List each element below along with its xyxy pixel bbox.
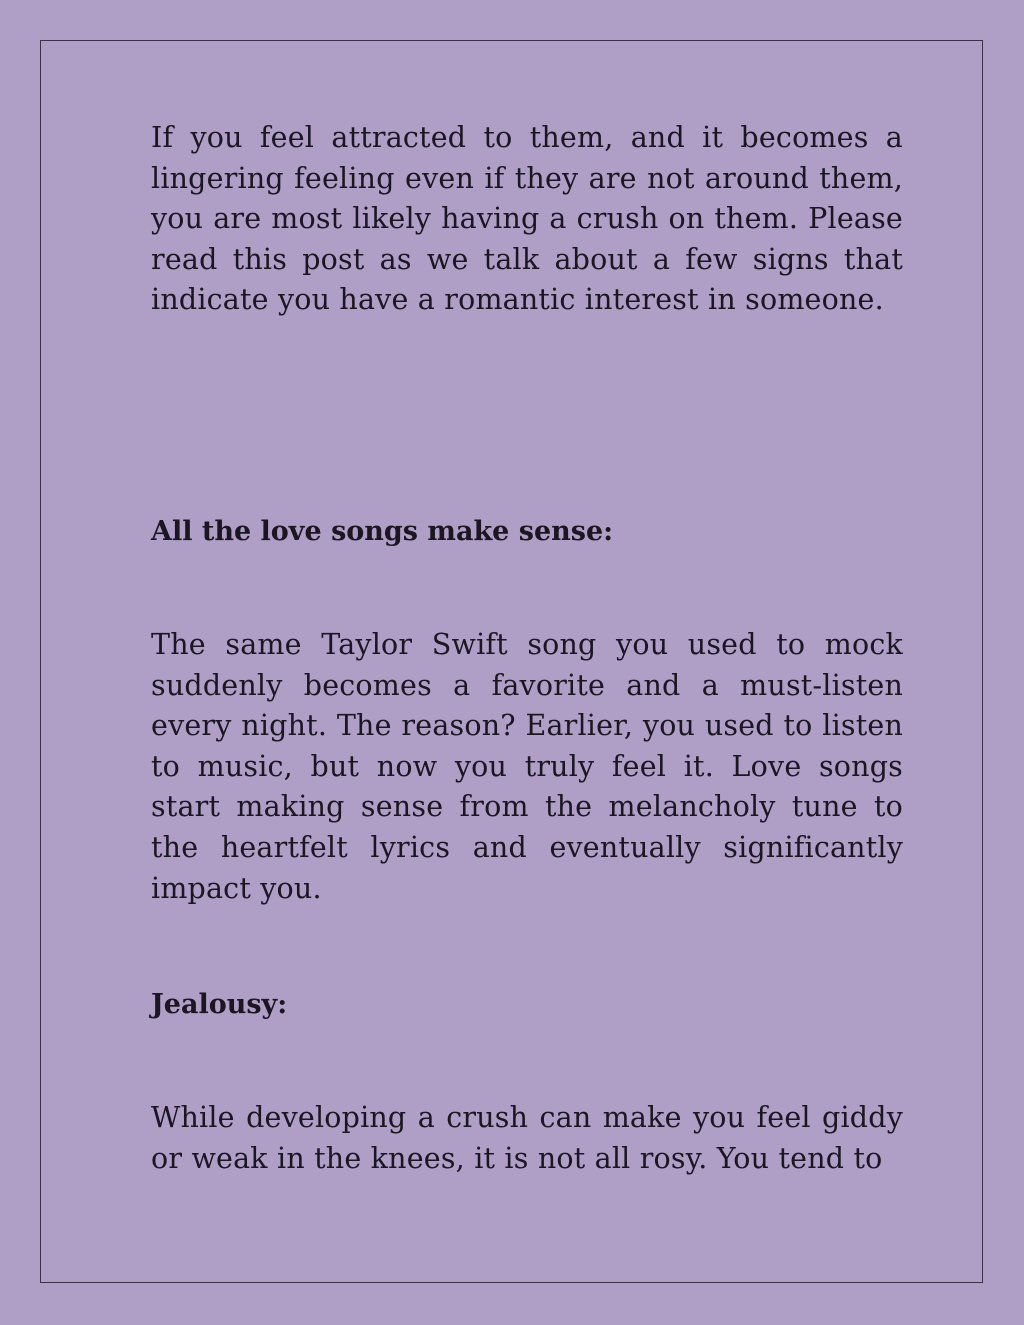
section-body-jealousy: While developing a crush can make you feel giddy or weak in the knees, it is not all rosy. You tend to bbox=[151, 1101, 903, 1175]
intro-paragraph: If you feel attracted to them, and it becomes a lingering feeling even if they are not around them, you are most likely having a crush on them. Please read this post as we talk about a few signs that indicate you have a romantic interest in someone. bbox=[151, 121, 903, 317]
section-body-love-songs: The same Taylor Swift song you used to mock suddenly becomes a favorite and a must-listen every night. The reason? Earlier, you used to listen to music, but now you truly feel it. Love songs start making sense from the melancholy tune to the heartfelt lyrics and eventually significantly impact you. bbox=[151, 628, 903, 905]
section-heading-love-songs: All the love songs make sense: bbox=[151, 516, 614, 547]
section-heading-jealousy: Jealousy: bbox=[151, 989, 288, 1020]
